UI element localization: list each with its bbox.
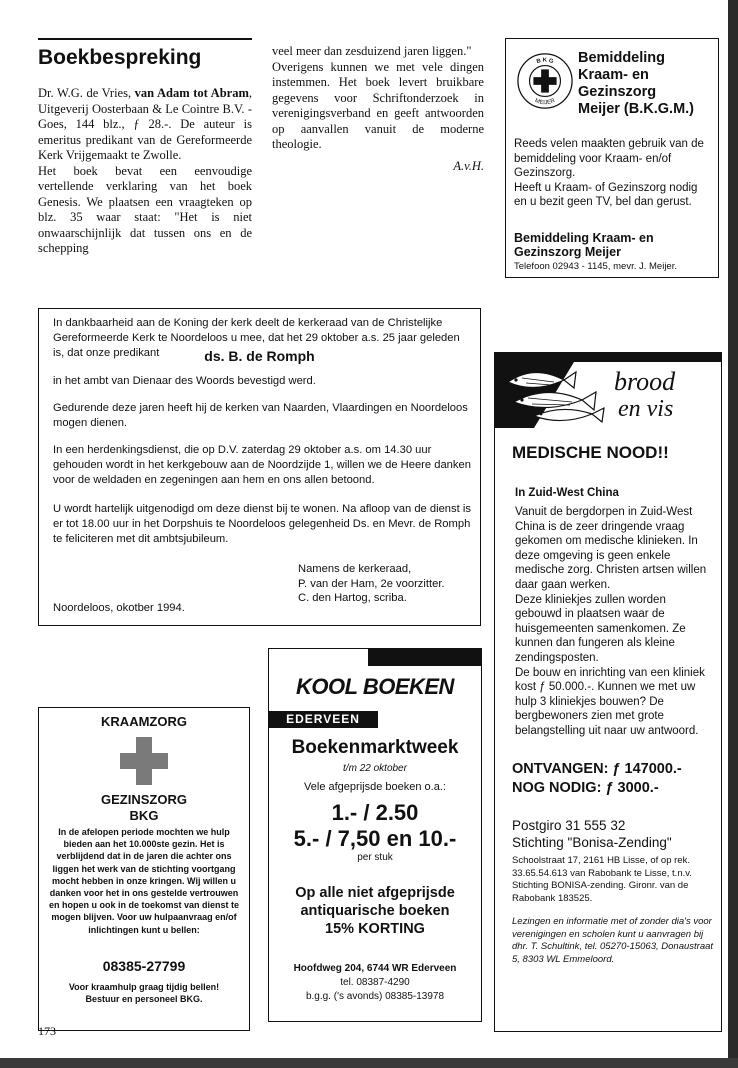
kraamzorg-footer xyxy=(38,981,250,1005)
review-signature: A.v.H. xyxy=(453,158,484,173)
brood-address: Schoolstraat 17, 2161 HB Lisse, of op rek. 33.65.54.613 van Rabobank te Lisse, t.n.v. Stichting BONISA-zending. Gironr. van de Rabobank 183525. xyxy=(512,855,692,904)
kraamzorg-gz-line-2: BKG xyxy=(129,808,159,823)
scan-edge-bottom xyxy=(0,1058,738,1068)
brood-still-needed: NOG NODIG: ƒ 3000.- xyxy=(512,780,659,796)
brood-received: ONTVANGEN: ƒ 147000.- xyxy=(512,761,682,777)
svg-text:B K G xyxy=(536,58,555,66)
vis-logo-word: en vis xyxy=(618,396,674,422)
kraamzorg-footer-line-1: Voor kraamhulp graag tijdig bellen! xyxy=(68,982,220,992)
brood-postgiro-block xyxy=(512,817,672,851)
bkgm-title-line: Gezinszorg xyxy=(578,84,657,100)
kraamzorg-body: In de afelopen periode mochten we hulp bieden aan het 10.000ste gezin. Het is verblijdend dat in de jaren die achter ons liggen het werk van de stichting voortgang mocht hebben in onze kringen. Wij willen u danken voor het in ons gestelde vertrouwen en hopen u ook in de toekomst van dienst te mogen blijven. Voor uw hulpaanvraag en/of inlichtingen kunt u bellen: xyxy=(48,827,240,935)
review-paragraph-3: Overigens kunnen we met vele dingen instemmen. Het boek levert bruikbare gegevens voor Schriftonderzoek in verenigingsverband en geeft antwoorden op aanvallen vanuit de moderne theologie. xyxy=(272,59,484,151)
brood-en-vis-logo-header xyxy=(494,352,722,428)
kraamzorg-gz-line-1: GEZINSZORG xyxy=(101,792,187,807)
jubilee-paragraph-2: in het ambt van Dienaar des Woords bevestigd werd. xyxy=(53,375,316,387)
scan-edge-right xyxy=(728,0,738,1068)
review-lead: Dr. W.G. de Vries, xyxy=(38,86,135,100)
jubilee-paragraph-1: In dankbaarheid aan de Koning der kerk deelt de kerkeraad van de Christelijke Gereformeerde Kerk te Noordeloos u mee, dat het 29 oktober a.s. 25 jaar geleden is, dat onze predikant xyxy=(53,317,460,359)
bkgm-body-p2: Heeft u Kraam- of Gezinszorg nodig en u bezit geen TV, bel dan gerust. xyxy=(514,181,698,208)
jubilee-paragraph-5: U wordt hartelijk uitgenodigd om deze dienst bij te wonen. Na afloop van de dienst is er tot 18.00 uur in het Dorpshuis te Noordeloos gelegenheid Ds. en Mevr. de Romph te feliciteren met dit ambtsjubileum. xyxy=(53,503,471,545)
kraamzorg-phone: 08385-27799 xyxy=(102,958,186,974)
brood-body-p3: De bouw en inrichting van een kliniek kost ƒ 50.000.-. Kunnen we met uw hulp 3 kliniekjes bouwen? De bergbewoners zien met grote belangstelling uit naar uw antwoord. xyxy=(515,666,705,737)
jubilee-signature-line: Namens de kerkeraad, xyxy=(298,563,412,575)
jubilee-paragraph-4: In een herdenkingsdienst, die op D.V. zaterdag 29 oktober a.s. om 14.30 uur gehouden wordt in het kerkgebouw aan de Noordzijde 1, willen we de Heere danken voor de weldaden en zegeningen aan hem en ons allen betoond. xyxy=(53,444,471,486)
bkgm-body xyxy=(514,137,712,210)
brood-subtitle: In Zuid-West China xyxy=(515,487,619,499)
brood-stichting: Stichting "Bonisa-Zending" xyxy=(512,835,672,850)
kraamzorg-cross-icon xyxy=(120,737,168,785)
brood-info: Lezingen en informatie met of zonder dia's voor verenigingen en scholen kunt u aanvragen bij dhr. T. Schultink, tel. 05270-15063, Donaustraat 5, 8303 WL Emmeloord. xyxy=(512,916,714,965)
bkgm-cross-logo-icon xyxy=(516,52,574,110)
jubilee-signature-line: C. den Hartog, scriba. xyxy=(298,592,407,604)
review-top-rule xyxy=(38,38,252,40)
kool-top-bar xyxy=(368,648,482,666)
bkgm-title-line: Bemiddeling xyxy=(578,50,666,66)
bkgm-footer-name: Bemiddeling Kraam- en Gezinszorg Meijer xyxy=(514,231,654,259)
review-quote-end: veel meer dan zesduizend jaren liggen." xyxy=(272,44,472,58)
kool-address: Hoofdweg 204, 6744 WR Ederveen xyxy=(293,963,457,974)
bkgm-logo-bottom-text: MEIJER xyxy=(533,97,557,107)
jubilee-pastor-name: ds. B. de Romph xyxy=(204,348,315,364)
bkgm-title-line: Meijer (B.K.G.M.) xyxy=(578,101,695,117)
brood-logo-word: brood xyxy=(614,367,676,396)
brood-body-p2: Deze kliniekjes zullen worden gebouwd in plaatsen waar de huisgemeenten samenkomen. Ze kunnen dan fungeren als kleine zendingsposten. xyxy=(515,593,686,664)
brood-postgiro: Postgiro 31 555 32 xyxy=(512,818,626,833)
svg-text:MEIJER xyxy=(534,98,556,106)
review-title: Boekbespreking xyxy=(38,46,202,69)
kool-antiquarian-offer xyxy=(268,884,482,938)
jubilee-place-date: Noordeloos, okotber 1994. xyxy=(53,602,185,614)
kool-title: KOOL BOEKEN xyxy=(296,674,454,699)
brood-body xyxy=(515,505,711,739)
kool-price-line-1: 1.- / 2.50 xyxy=(331,800,419,825)
review-column-1 xyxy=(38,86,252,257)
kool-intro: Vele afgeprijsde boeken o.a.: xyxy=(304,781,446,793)
bkgm-footer-phone: Telefoon 02943 - 1145, mevr. J. Meijer. xyxy=(514,261,677,272)
brood-body-p1: Vanuit de bergdorpen in Zuid-West China is de zeer dringende vraag gekomen om medische klinieken. In deze omgeving is geen enkele medische zorg. Christen artsen willen daar gaan werken. xyxy=(515,506,707,591)
kool-per-item: per stuk xyxy=(357,852,393,863)
bkgm-title-line: Kraam- en xyxy=(578,67,649,83)
brood-title: MEDISCHE NOOD!! xyxy=(512,443,669,462)
review-column-2 xyxy=(272,44,484,174)
jubilee-signature xyxy=(298,562,445,606)
kool-event: Boekenmarktweek xyxy=(291,737,459,758)
jubilee-paragraph-3: Gedurende deze jaren heeft hij de kerken van Naarden, Vlaardingen en Noordeloos mogen dienen. xyxy=(53,402,468,429)
kool-dates: t/m 22 oktober xyxy=(343,763,407,774)
bkgm-body-p1: Reeds velen maakten gebruik van de bemiddeling voor Kraam- en/of Gezinszorg. xyxy=(514,138,704,179)
page-number: 173 xyxy=(38,1024,56,1038)
kool-evening-phone: b.g.g. ('s avonds) 08385-13978 xyxy=(305,991,445,1002)
kraamzorg-gezinszorg xyxy=(38,792,250,824)
bkgm-footer xyxy=(514,231,714,272)
kool-antiq-line: Op alle niet afgeprijsde xyxy=(295,885,455,901)
brood-fund-status xyxy=(512,760,682,798)
kraamzorg-title: KRAAMZORG xyxy=(101,714,187,729)
bkgm-logo-top-text: B K G xyxy=(535,57,555,66)
review-paragraph-2: Het boek bevat een eenvoudige vertellende verklaring van het boek Genesis. We plaatsen een vraagteken op blz. 35 waar staat: "Het is niet onwaarschijnlijk dat tussen ons en de schepping xyxy=(38,163,252,255)
kool-antiq-line: 15% KORTING xyxy=(325,921,425,937)
kool-place-label: EDERVEEN xyxy=(268,711,378,728)
kraamzorg-footer-line-2: Bestuur en personeel BKG. xyxy=(85,994,203,1004)
kool-price-line-2: 5.- / 7,50 en 10.- xyxy=(293,826,457,851)
review-book-title: van Adam tot Abram xyxy=(134,86,249,100)
review-bibliography: , Uitgeverij Oosterbaan & Le Cointre B.V. - Goes, 144 blz., ƒ 28.-. De auteur is emeritus predikant van de Gereformeerde Kerk Vrijgemaakt te Zwolle. xyxy=(38,86,252,162)
bkgm-title xyxy=(578,50,716,118)
kool-phone: tel. 08387-4290 xyxy=(340,977,410,988)
jubilee-signature-line: P. van der Ham, 2e voorzitter. xyxy=(298,577,445,590)
kool-antiq-line: antiquarische boeken xyxy=(300,903,450,919)
